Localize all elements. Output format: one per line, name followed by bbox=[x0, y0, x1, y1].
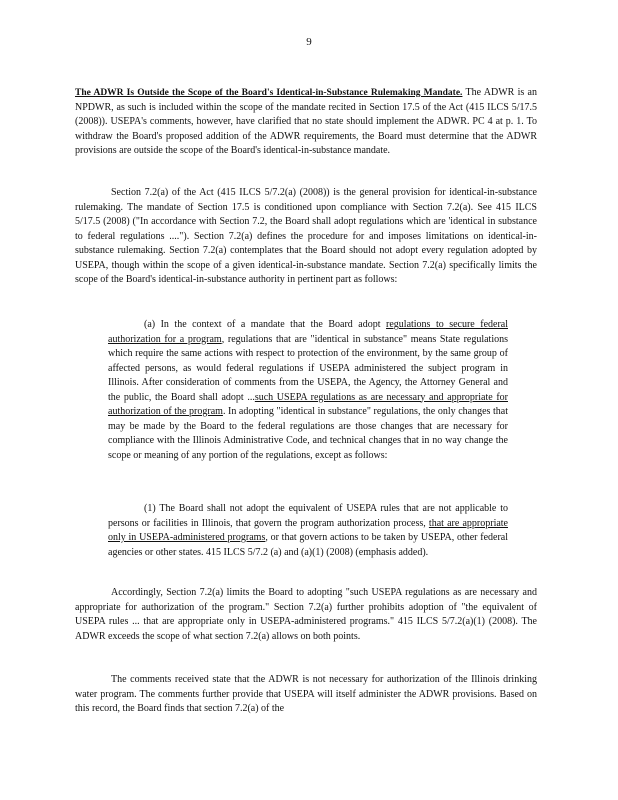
quote-a1-part-2: , or that govern actions to be taken by USEPA, other federal agencies or other states. 415 ILCS 5/7.2 (a) and (a)(1) (2008) (emphasis added). bbox=[108, 532, 509, 558]
paragraph-4 bbox=[75, 673, 537, 717]
page-number: 9 bbox=[306, 36, 312, 48]
block-quote-a bbox=[108, 318, 508, 463]
block-quote-a1 bbox=[108, 502, 508, 560]
quote-a-underlined-1: regulations to secure federal authorization for a program bbox=[108, 319, 508, 345]
quote-a-underlined-2: such USEPA regulations as are necessary and appropriate for authorization of the program bbox=[108, 391, 508, 417]
quote-a-part-1: (a) In the context of a mandate that the Board adopt bbox=[144, 319, 387, 330]
quote-a1-part-1: (1) The Board shall not adopt the equivalent of USEPA rules that are not applicable to persons or facilities in Illinois, that govern the program authorization process, bbox=[108, 503, 508, 529]
quote-a1-underlined: that are appropriate only in USEPA-administered programs bbox=[108, 517, 508, 543]
quote-a-part-2: , regulations that are "identical in substance" means State regulations which require the same actions with respect to protection of the environment, by the same group of affected persons, as would federal regulations if USEPA administered the subject program in Illinois. After consideration of comments from the USEPA, the Agency, the Attorney General and the public, the Board shall adopt ... bbox=[108, 333, 509, 403]
paragraph-2-text: Section 7.2(a) of the Act (415 ILCS 5/7.2(a) (2008)) is the general provision for identical-in-substance rulemaking. The mandate of Section 17.5 is conditioned upon compliance with Section 7.2(a). See 415 ILCS 5/17.5 (2008) ("In accordance with Section 7.2, the Board shall adopt regulations which are 'identical in substance to federal regulations ...."). Section 7.2(a) defines the procedure for and imposes limitations on identical-in-substance rulemaking. Section 7.2(a) contemplates that the Board should not adopt every regulation adopted by USEPA, though within the scope of a given identical-in-substance mandate. Section 7.2(a) specifically limits the scope of the Board's identical-in-substance authority in pertinent part as follows: bbox=[75, 187, 537, 285]
section-heading: The ADWR Is Outside the Scope of the Board's Identical-in-Substance Rulemaking Mandate. bbox=[75, 88, 463, 98]
paragraph-4-text: The comments received state that the ADWR is not necessary for authorization of the Illinois drinking water program. The comments further provide that USEPA will itself administer the ADWR provisions. Based on this record, the Board finds that section 7.2(a) of the bbox=[75, 674, 537, 714]
paragraph-heading bbox=[75, 86, 537, 159]
paragraph-1-text: The ADWR is an NPDWR, as such is included within the scope of the mandate recited in Section 17.5 of the Act (415 ILCS 5/17.5 (2008)). USEPA's comments, however, have clarified that no state should implement the ADWR. PC 4 at p. 1. To withdraw the Board's proposed addition of the ADWR requirements, the Board must determine that the ADWR provisions are outside the scope of the Board's identical-in-substance mandate. bbox=[75, 87, 537, 156]
paragraph-3 bbox=[75, 586, 537, 644]
paragraph-3-text: Accordingly, Section 7.2(a) limits the Board to adopting "such USEPA regulations as are necessary and appropriate for authorization of the program." Section 7.2(a) further prohibits adoption of "the equivalent of USEPA rules ... that are appropriate only in USEPA-administered programs." 415 ILCS 5/7.2(a)(1) (2008). The ADWR exceeds the scope of what section 7.2(a) allows on both points. bbox=[75, 587, 537, 642]
paragraph-2 bbox=[75, 186, 537, 288]
quote-a-part-3: . In adopting "identical in substance" regulations, the only changes that may be made by the Board to the federal regulations are those changes that are necessary for compliance with the Illinois Administrative Code, and technical changes that in no way change the scope or meaning of any portion of the regulations, except as follows: bbox=[108, 406, 508, 461]
